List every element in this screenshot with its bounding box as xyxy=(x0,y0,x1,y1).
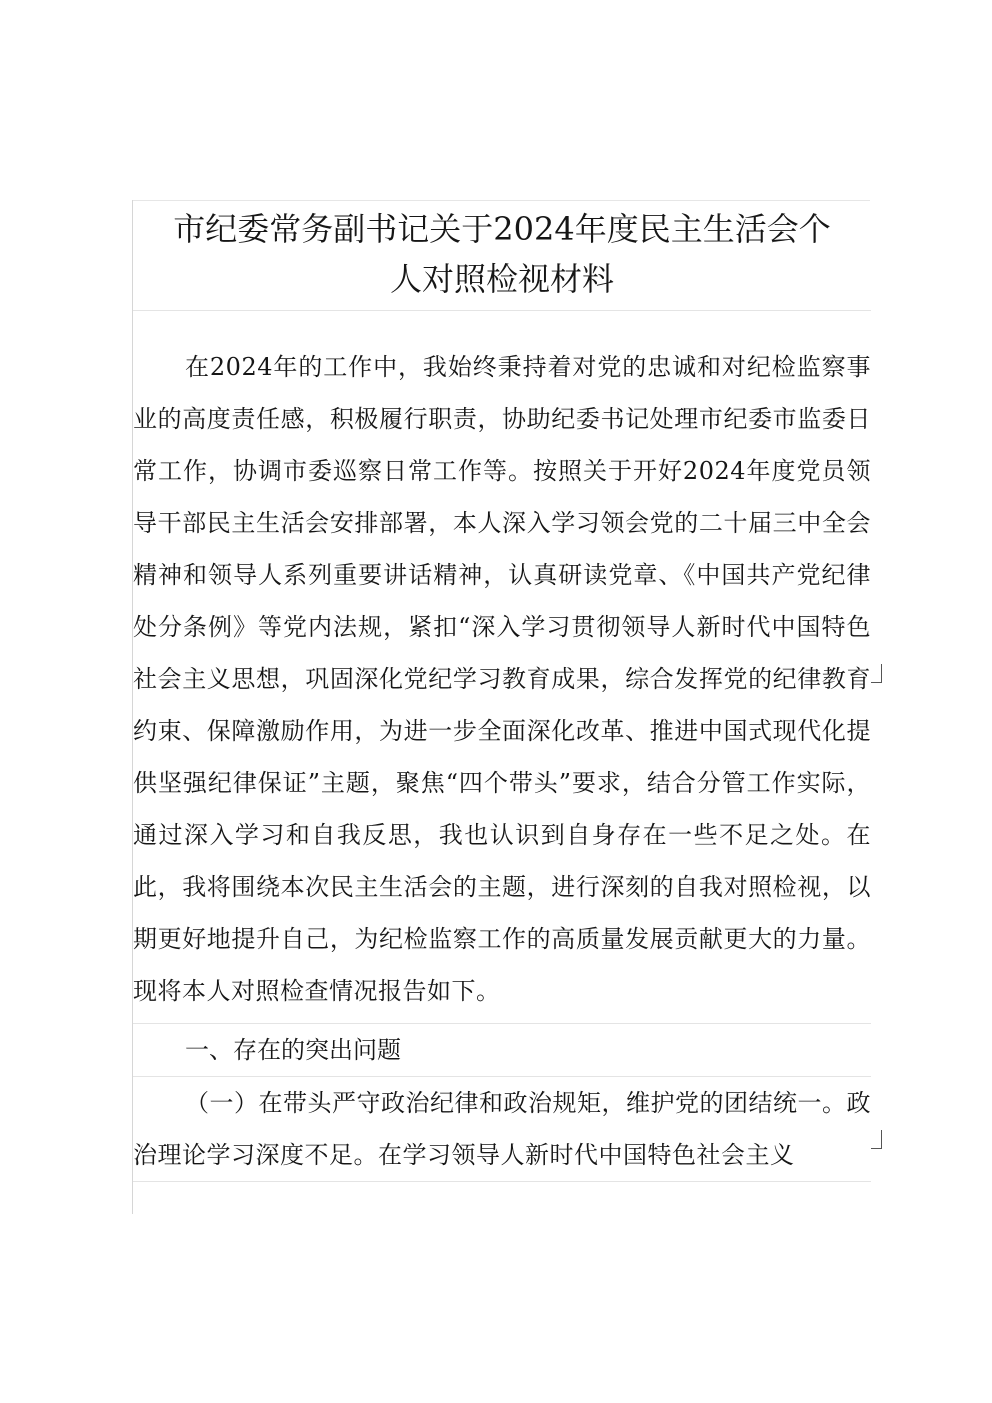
document-content xyxy=(133,202,871,1182)
text-boundary-mark-upper xyxy=(871,664,882,683)
title-line-1: 市纪委常务副书记关于2024年度民主生活会个 xyxy=(173,210,831,248)
title-divider xyxy=(133,310,871,311)
section-heading-1: 一、存在的突出问题 xyxy=(185,1036,401,1064)
document-title xyxy=(133,202,871,310)
page-top-rule xyxy=(132,200,870,201)
bottom-divider xyxy=(133,1181,871,1182)
title-line-2: 人对照检视材料 xyxy=(389,260,614,298)
subsection-paragraph-1: （一）在带头严守政治纪律和政治规矩，维护党的团结统一。政治理论学习深度不足。在学习领导人新时代中国特色社会主义 xyxy=(133,1089,871,1169)
intro-paragraph: 在2024年的工作中，我始终秉持着对党的忠诚和对纪检监察事业的高度责任感，积极履行职责，协助纪委书记处理市纪委市监委日常工作，协调市委巡察日常工作等。按照关于开好2024年度党员领导干部民主生活会安排部署，本人深入学习领会党的二十届三中全会精神和领导人系列重要讲话精神，认真研读党章、《中国共产党纪律处分条例》等党内法规，紧扣“深入学习贯彻领导人新时代中国特色社会主义思想，巩固深化党纪学习教育成果，综合发挥党的纪律教育约束、保障激励作用，为进一步全面深化改革、推进中国式现代化提供坚强纪律保证”主题，聚焦“四个带头”要求，结合分管工作实际，通过深入学习和自我反思，我也认识到自身存在一些不足之处。在此，我将围绕本次民主生活会的主题，进行深刻的自我对照检视，以期更好地提升自己，为纪检监察工作的高质量发展贡献更大的力量。现将本人对照检查情况报告如下。 xyxy=(133,353,871,1005)
text-boundary-mark-lower xyxy=(871,1130,882,1149)
